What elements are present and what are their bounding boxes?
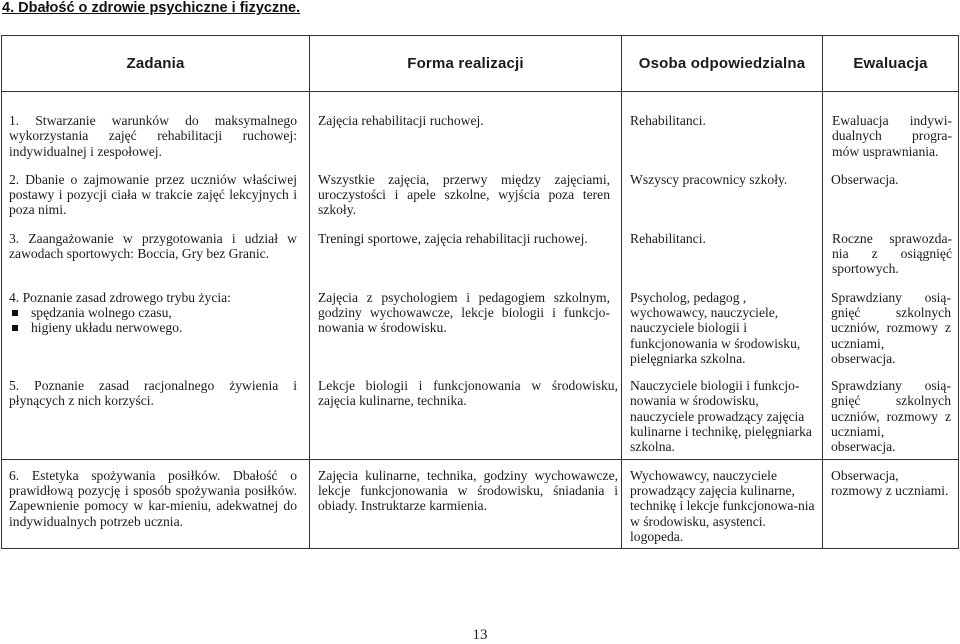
cell-ewaluacja: Obserwacja. [823,163,959,222]
plan-table [1,35,959,549]
task-text: 5. Poznanie zasad racjonalnego żywienia i płynących z nich korzyści. [9,378,297,409]
cell-ewaluacja [823,281,959,370]
cell-ewaluacja: Obserwacja, rozmowy z uczniami. [823,459,959,548]
task-text: 2. Dbanie o zajmowanie przez uczniów właściwej postawy i pozycji ciała w trakcie zajęć lekcyjnych i poza nimi. [9,171,297,218]
table-row [2,222,959,281]
cell-zadania [2,281,310,370]
evaluation-text: Ewaluacja indywi-dualnych progra-mów usprawniania. [832,113,952,159]
responsible-text: Nauczyciele biologii i funkcjo-nowania w środowisku, nauczyciele prowadzący zajęcia kulinarne i technikę, pielęgniarka szkolna. [630,378,812,455]
header-ewaluacja: Ewaluacja [823,36,959,92]
cell-zadania [2,92,310,163]
table-row [2,163,959,222]
page-number: 13 [472,627,488,643]
cell-zadania [2,459,310,548]
evaluation-text: Sprawdziany osią-gnięć szkolnych uczniów, rozmowy z uczniami, obserwacja. [831,289,951,366]
list-item: spędzania wolnego czasu, [9,305,303,320]
form-text: Zajęcia kulinarne, technika, godziny wychowawcze, lekcje funkcjonowania w środowisku, śniadania i obiady. Instruktarze karmienia. [318,467,618,514]
evaluation-text: Roczne sprawozda-nia z osiągnięć sportowych. [832,230,952,277]
table-row [2,281,959,370]
cell-osoba [622,281,823,370]
cell-forma [310,281,622,370]
cell-forma [310,459,622,548]
table-row [2,92,959,163]
cell-osoba: Rehabilitanci. [622,222,823,281]
table-row [2,370,959,459]
responsible-text: Wychowawcy, nauczyciele prowadzący zajęcia kulinarne, technikę i lekcje funkcjonowa-nia w środowisku, asystenci. logopeda. [630,467,815,544]
list-item: higieny układu nerwowego. [9,320,303,335]
cell-zadania [2,222,310,281]
cell-ewaluacja [823,92,959,163]
cell-zadania [2,163,310,222]
cell-forma [310,370,622,459]
form-text: Zajęcia z psychologiem i pedagogiem szkolnym, godziny wychowawcze, lekcje biologii i funkcjo-nowania w środowisku. [318,289,610,336]
cell-ewaluacja [823,370,959,459]
cell-osoba [622,459,823,548]
evaluation-text: Sprawdziany osią-gnięć szkolnych uczniów, rozmowy z uczniami, obserwacja. [831,378,951,455]
task-text: 6. Estetyka spożywania posiłków. Dbałość o prawidłową pozycję i sposób spożywania posiłków. Zapewnienie pomocy w kar-mieniu, adekwatnej do indywidualnych potrzeb ucznia. [9,467,297,529]
header-row [2,36,959,92]
task-text: 4. Poznanie zasad zdrowego trybu życia: [9,289,231,305]
cell-forma: Treningi sportowe, zajęcia rehabilitacji ruchowej. [310,222,622,281]
header-osoba-odpowiedzialna: Osoba odpowiedzialna [622,36,823,92]
cell-osoba: Wszyscy pracownicy szkoły. [622,163,823,222]
cell-osoba [622,370,823,459]
cell-ewaluacja [823,222,959,281]
form-text: Lekcje biologii i funkcjonowania w środowisku, zajęcia kulinarne, technika. [318,378,618,409]
task-bullet-list [9,305,303,336]
cell-zadania [2,370,310,459]
cell-forma [310,163,622,222]
table-row [2,459,959,548]
header-forma-realizacji: Forma realizacji [310,36,622,92]
header-zadania: Zadania [2,36,310,92]
form-text: Wszystkie zajęcia, przerwy między zajęciami, uroczystości i apele szkolne, wyjścia poza teren szkoły. [318,171,610,218]
cell-osoba: Rehabilitanci. [622,92,823,163]
task-text: 3. Zaangażowanie w przygotowania i udział w zawodach sportowych: Boccia, Gry bez Granic. [9,230,297,262]
task-text: 1. Stwarzanie warunków do maksymalnego wykorzystania zajęć rehabilitacji ruchowej: indywidualnej i zespołowej. [9,113,297,159]
section-title: 4. Dbałość o zdrowie psychiczne i fizyczne. [2,0,301,16]
cell-forma: Zajęcia rehabilitacji ruchowej. [310,92,622,163]
responsible-text: Psycholog, pedagog , wychowawcy, nauczyciele, nauczyciele biologii i funkcjonowania w środowisku, pielęgniarka szkolna. [630,289,801,366]
